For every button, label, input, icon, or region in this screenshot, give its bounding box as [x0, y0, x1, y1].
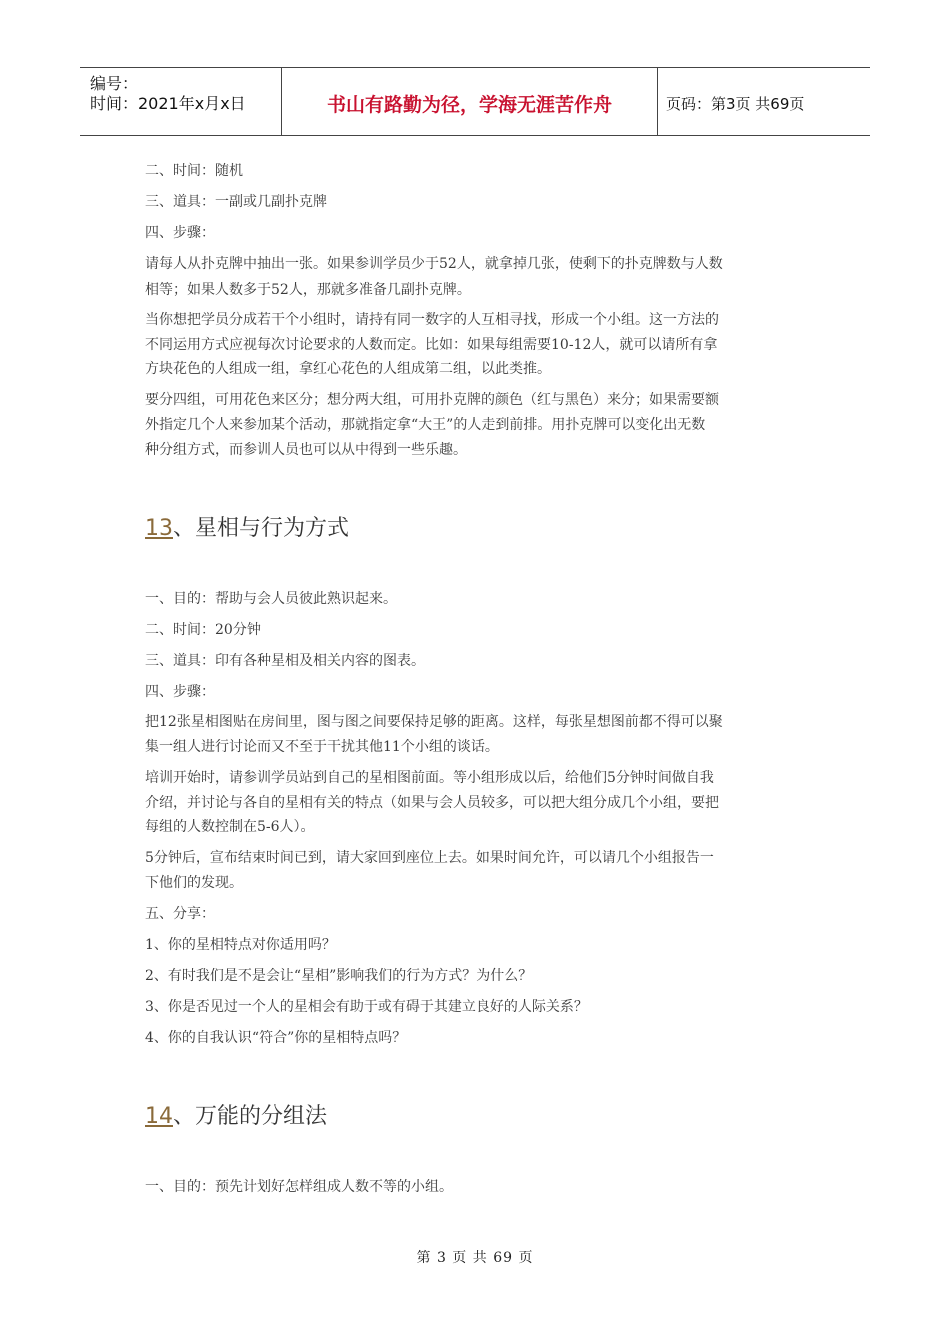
body-line: 三、道具：印有各种星相及相关内容的图表。 — [145, 653, 425, 669]
body-line: 2、有时我们是不是会让“星相”影响我们的行为方式？为什么？ — [145, 968, 533, 984]
section-14-heading — [145, 1099, 327, 1130]
body-line: 四、步骤： — [145, 225, 215, 241]
body-line: 三、道具：一副或几副扑克牌 — [145, 194, 327, 210]
header-page-code: 页码：第3页 共69页 — [666, 95, 805, 113]
header-page-cell — [658, 68, 870, 135]
body-line: 集一组人进行讨论而又不至于干扰其他11个小组的谈话。 — [145, 739, 499, 755]
document-number: 编号： — [90, 74, 139, 93]
body-line: 一、目的：预先计划好怎样组成人数不等的小组。 — [145, 1179, 453, 1195]
body-line: 不同运用方式应视每次讨论要求的人数而定。比如：如果每组需要10-12人，就可以请所有拿 — [145, 337, 718, 353]
body-line: 培训开始时，请参训学员站到自己的星相图前面。等小组形成以后，给他们5分钟时间做自我 — [145, 770, 714, 786]
body-line: 下他们的发现。 — [145, 875, 243, 891]
body-line: 介绍，并讨论与各自的星相有关的特点（如果与会人员较多，可以把大组分成几个小组，要把 — [145, 795, 719, 811]
header-motto-cell — [282, 68, 658, 135]
body-line: 二、时间：随机 — [145, 163, 243, 179]
body-line: 请每人从扑克牌中抽出一张。如果参训学员少于52人，就拿掉几张，使剩下的扑克牌数与人数 — [145, 256, 723, 272]
document-header — [80, 67, 870, 136]
section-13-title: 、星相与行为方式 — [173, 516, 350, 541]
section-14-title: 、万能的分组法 — [173, 1104, 328, 1129]
page-footer: 第 3 页 共 69 页 — [416, 1250, 534, 1266]
body-line: 方块花色的人组成一组，拿红心花色的人组成第二组，以此类推。 — [145, 361, 551, 377]
body-line: 相等；如果人数多于52人，那就多准备几副扑克牌。 — [145, 282, 471, 298]
body-line: 每组的人数控制在5-6人）。 — [145, 819, 315, 835]
body-line: 4、你的自我认识“符合”你的星相特点吗？ — [145, 1030, 407, 1046]
body-line: 5分钟后，宣布结束时间已到，请大家回到座位上去。如果时间允许，可以请几个小组报告一 — [145, 850, 714, 866]
section-13-heading — [145, 511, 349, 542]
body-line: 二、时间：20分钟 — [145, 622, 261, 638]
body-line: 一、目的：帮助与会人员彼此熟识起来。 — [145, 591, 397, 607]
section-13-number: 13 — [145, 516, 173, 541]
header-info-cell — [80, 68, 282, 135]
body-line: 外指定几个人来参加某个活动，那就指定拿“大王”的人走到前排。用扑克牌可以变化出无数 — [145, 417, 706, 433]
header-motto: 书山有路勤为径，学海无涯苦作舟 — [326, 94, 612, 116]
document-time: 时间：2021年x月x日 — [90, 94, 246, 113]
body-line: 要分四组，可用花色来区分；想分两大组，可用扑克牌的颜色（红与黑色）来分；如果需要额 — [145, 392, 719, 408]
body-line: 种分组方式，而参训人员也可以从中得到一些乐趣。 — [145, 442, 467, 458]
section-14-number: 14 — [145, 1104, 173, 1129]
body-line: 把12张星相图贴在房间里，图与图之间要保持足够的距离。这样，每张星想图前都不得可以聚 — [145, 714, 723, 730]
body-line: 1、你的星相特点对你适用吗？ — [145, 937, 336, 953]
body-line: 当你想把学员分成若干个小组时，请持有同一数字的人互相寻找，形成一个小组。这一方法的 — [145, 312, 719, 328]
body-line: 五、分享： — [145, 906, 215, 922]
body-line: 3、你是否见过一个人的星相会有助于或有碍于其建立良好的人际关系？ — [145, 999, 588, 1015]
body-line: 四、步骤： — [145, 684, 215, 700]
